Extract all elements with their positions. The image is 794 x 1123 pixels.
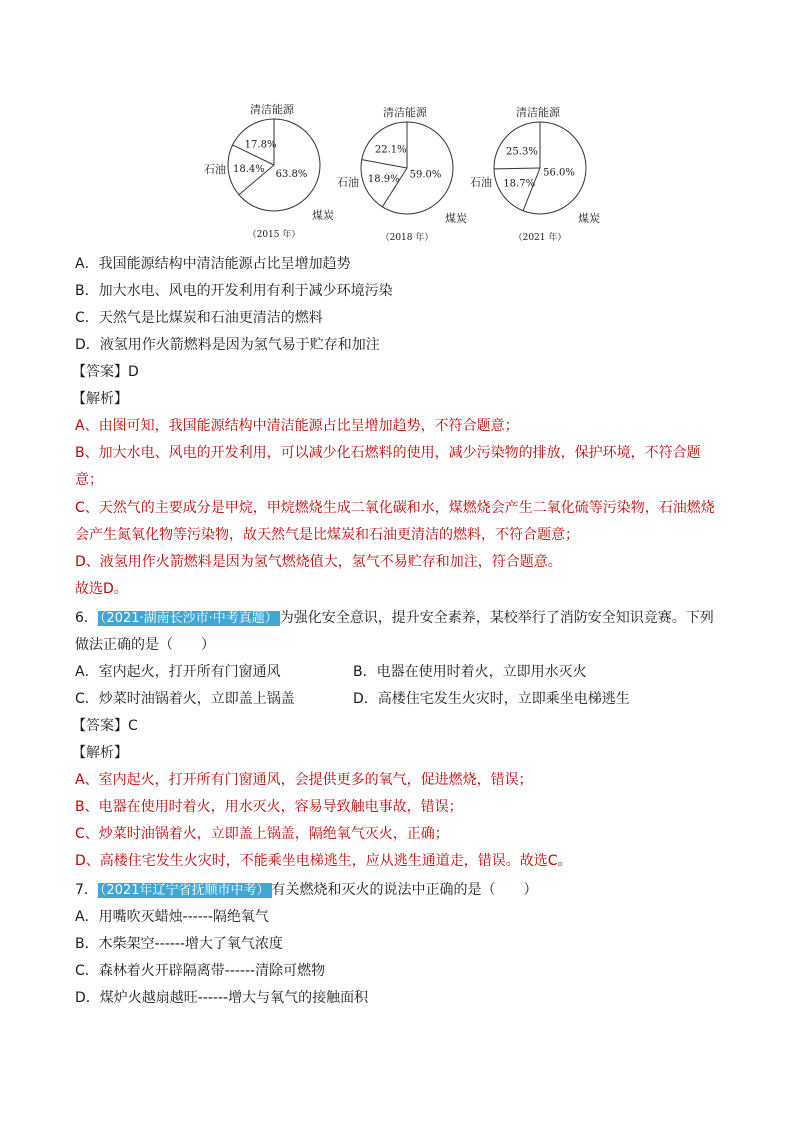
q5-option-c: C．天然气是比煤炭和石油更清洁的燃料 bbox=[75, 310, 323, 326]
pie-percent-label: 59.0% bbox=[409, 169, 442, 181]
pie-year-label: （2018 年） bbox=[380, 233, 434, 243]
q5-analysis-line: B、加大水电、风电的开发利用，可以减少化石燃料的使用，减少污染物的排放，保护环境，不符合题 bbox=[75, 445, 701, 461]
q5-analysis-title: 【解析】 bbox=[72, 391, 128, 407]
pie-percent-label: 18.4% bbox=[233, 164, 265, 176]
q6-stem-cont: 做法正确的是（ ） bbox=[75, 637, 215, 653]
q5-analysis-line: C、天然气的主要成分是甲烷，甲烷燃烧生成二氧化碳和水，煤燃烧会产生二氧化硫等污染物，石油燃烧 bbox=[75, 500, 715, 516]
q6-analysis-line: C、炒菜时油锅着火，立即盖上锅盖，隔绝氧气灭火，正确； bbox=[75, 826, 449, 842]
q7-source-tag: （2021年辽宁省抚顺市中考） bbox=[99, 883, 270, 898]
pie-percent-label: 63.8% bbox=[275, 169, 308, 181]
pie-category-label: 清洁能源 bbox=[250, 103, 294, 116]
q7-option-b: B．木柴架空------增大了氧气浓度 bbox=[75, 936, 283, 952]
pie-category-label: 煤炭 bbox=[445, 212, 467, 225]
q6-analysis-line: A、室内起火，打开所有门窗通风，会提供更多的氧气，促进燃烧，错误； bbox=[75, 772, 533, 788]
pie-category-label: 清洁能源 bbox=[516, 106, 560, 119]
pie-percent-label: 25.3% bbox=[506, 146, 538, 158]
q6-answer: 【答案】C bbox=[72, 718, 138, 734]
pie-category-label: 石油 bbox=[470, 176, 492, 189]
q6-analysis-line: B、电器在使用时着火，用水灭火，容易导致触电事故，错误； bbox=[75, 799, 463, 815]
pie-category-label: 石油 bbox=[204, 163, 226, 176]
pie-percent-label: 18.7% bbox=[503, 178, 536, 190]
pie-category-label: 煤炭 bbox=[312, 209, 334, 222]
q6-option-b: B．电器在使用时着火，立即用水灭火 bbox=[353, 664, 587, 680]
q5-analysis-line: 意； bbox=[75, 472, 103, 488]
q7-stem-text: 有关燃烧和灭火的说法中正确的是（ ） bbox=[271, 882, 538, 898]
pie-chart-group bbox=[190, 100, 610, 250]
q6-option-a: A．室内起火，打开所有门窗通风 bbox=[75, 664, 281, 680]
q5-analysis-conclusion: 故选D。 bbox=[75, 581, 128, 597]
q7-option-d: D．煤炉火越扇越旺------增大与氧气的接触面积 bbox=[75, 990, 369, 1006]
q5-option-a: A．我国能源结构中清洁能源占比呈增加趋势 bbox=[75, 256, 351, 272]
pie-category-label: 清洁能源 bbox=[383, 106, 427, 119]
q6-number: 6． bbox=[75, 610, 98, 626]
pie-year-label: （2021 年） bbox=[513, 233, 567, 243]
q5-analysis-line: 会产生氮氧化物等污染物，故天然气是比煤炭和石油更清洁的燃料，不符合题意； bbox=[75, 527, 579, 543]
q6-option-d: D．高楼住宅发生火灾时，立即乘坐电梯逃生 bbox=[353, 691, 630, 707]
q7-option-a: A．用嘴吹灭蜡烛------隔绝氧气 bbox=[75, 909, 269, 925]
pie-percent-label: 22.1% bbox=[374, 144, 407, 156]
q5-answer: 【答案】D bbox=[72, 364, 139, 380]
pie-percent-label: 56.0% bbox=[543, 167, 575, 179]
q6-stem-text: 为强化安全意识，提升安全素养，某校举行了消防安全知识竞赛。下列 bbox=[279, 610, 714, 626]
energy-pie-charts bbox=[190, 100, 610, 250]
q5-option-b: B．加大水电、风电的开发利用有利于减少环境污染 bbox=[75, 283, 393, 299]
q5-analysis-line: D、液氢用作火箭燃料是因为氢气燃烧值大，氢气不易贮存和加注，符合题意。 bbox=[75, 554, 562, 570]
q6-source-tag: （2021·湖南长沙市·中考真题） bbox=[99, 611, 278, 626]
pie-year-label: （2015 年） bbox=[247, 230, 301, 240]
q5-analysis-line: A、由图可知，我国能源结构中清洁能源占比呈增加趋势，不符合题意； bbox=[75, 418, 519, 434]
pie-category-label: 石油 bbox=[337, 176, 359, 189]
q5-option-d: D．液氢用作火箭燃料是因为氢气易于贮存和加注 bbox=[75, 337, 380, 353]
pie-percent-label: 18.9% bbox=[367, 174, 400, 186]
q7-number: 7． bbox=[75, 882, 98, 898]
q6-option-c: C．炒菜时油锅着火，立即盖上锅盖 bbox=[75, 691, 295, 707]
q6-analysis-line: D、高楼住宅发生火灾时，不能乘坐电梯逃生，应从逃生通道走，错误。故选C。 bbox=[75, 853, 572, 869]
q6-stem bbox=[75, 608, 714, 629]
pie-category-label: 煤炭 bbox=[578, 212, 600, 225]
pie-percent-label: 17.8% bbox=[244, 139, 277, 151]
q7-option-c: C．森林着火开辟隔离带------清除可燃物 bbox=[75, 963, 326, 979]
q6-analysis-title: 【解析】 bbox=[72, 745, 128, 761]
q7-stem bbox=[75, 880, 538, 901]
